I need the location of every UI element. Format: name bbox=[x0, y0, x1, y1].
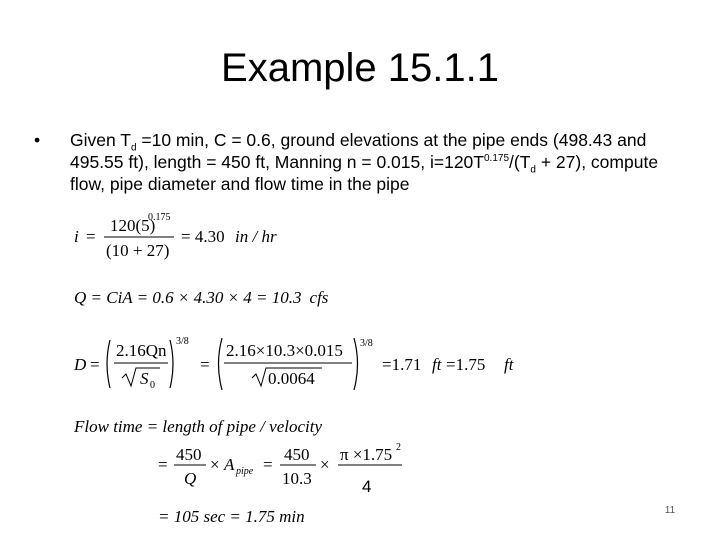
eq3-paren-right-2 bbox=[354, 338, 358, 390]
eq3-numerator-1: 2.16Qn bbox=[116, 341, 167, 360]
eq3-paren-right-1 bbox=[170, 340, 173, 388]
eq4-times-1: × bbox=[210, 455, 220, 474]
eq4-denominator-b: 10.3 bbox=[282, 469, 312, 488]
eq1-lhs: i bbox=[74, 227, 79, 246]
eq4-area: A bbox=[224, 455, 235, 474]
eq4-equals-b: = bbox=[263, 455, 273, 474]
eq3-unit-1: ft bbox=[432, 355, 442, 374]
eq1-numerator: 120(5) bbox=[110, 216, 156, 235]
eq3-exponent-2: 3/8 bbox=[360, 338, 373, 349]
eq4-exponent-c: 2 bbox=[396, 442, 401, 453]
eq1-result: = 4.30 bbox=[181, 227, 225, 246]
eq3-equals-1: = bbox=[90, 355, 100, 374]
eq3-paren-left-1 bbox=[107, 340, 110, 388]
eq3-slope-sub: 0 bbox=[150, 380, 155, 391]
eq3-denominator-2: 0.0064 bbox=[268, 369, 315, 388]
eq2-text: Q = CiA = 0.6 × 4.30 × 4 = 10.3 cfs bbox=[74, 288, 329, 307]
eq4-denominator-c: 4 bbox=[362, 477, 372, 496]
eq4-numerator-c: π ×1.75 bbox=[340, 445, 393, 464]
eq4-denominator-a: Q bbox=[184, 469, 197, 488]
eq3-result: =1.71 bbox=[382, 355, 422, 374]
eq3-exponent-1: 3/8 bbox=[176, 336, 189, 347]
slide-title: Example 15.1.1 bbox=[221, 46, 499, 90]
eq1-exponent: 0.175 bbox=[148, 212, 171, 223]
eq4-numerator-b: 450 bbox=[284, 445, 310, 464]
bullet-text: Given $T_d =10$ min, C = 0.6, ground elevations at the pipe ends (498.43 and 495.55 ft), length = 450 ft, Manning n = 0.015, $i=120T^{0.175}/(T_d + 27)$, compute flow, pipe diameter and flow time in the pipe bbox=[70, 130, 659, 194]
eq4-times-2: × bbox=[320, 455, 330, 474]
eq4-equals-a: = bbox=[158, 455, 168, 474]
eq1-denominator: (10 + 27) bbox=[106, 241, 170, 260]
eq4-numerator-a: 450 bbox=[176, 445, 202, 464]
eq3-slope: S bbox=[140, 369, 149, 388]
equation-flow bbox=[74, 288, 329, 307]
bullet-icon: • bbox=[34, 130, 41, 150]
eq1-equals: = bbox=[86, 227, 96, 246]
eq4-definition: Flow time = length of pipe / velocity bbox=[74, 417, 322, 436]
page-number: 11 bbox=[664, 505, 676, 516]
eq4-result: = 105 sec = 1.75 min bbox=[158, 507, 305, 526]
eq1-unit: in / hr bbox=[235, 227, 277, 246]
eq3-lhs: D bbox=[74, 355, 87, 374]
eq3-unit-2: ft bbox=[504, 355, 514, 374]
equation-flow-time bbox=[73, 417, 402, 526]
equation-diameter bbox=[73, 336, 515, 391]
equation-intensity bbox=[74, 212, 277, 260]
eq3-paren-left-2 bbox=[219, 338, 223, 390]
eq4-area-sub: pipe bbox=[236, 466, 254, 477]
eq3-equals-2: = bbox=[200, 355, 210, 374]
eq3-rounded: =1.75 bbox=[446, 355, 486, 374]
eq3-numerator-2: 2.16×10.3×0.015 bbox=[226, 341, 343, 360]
